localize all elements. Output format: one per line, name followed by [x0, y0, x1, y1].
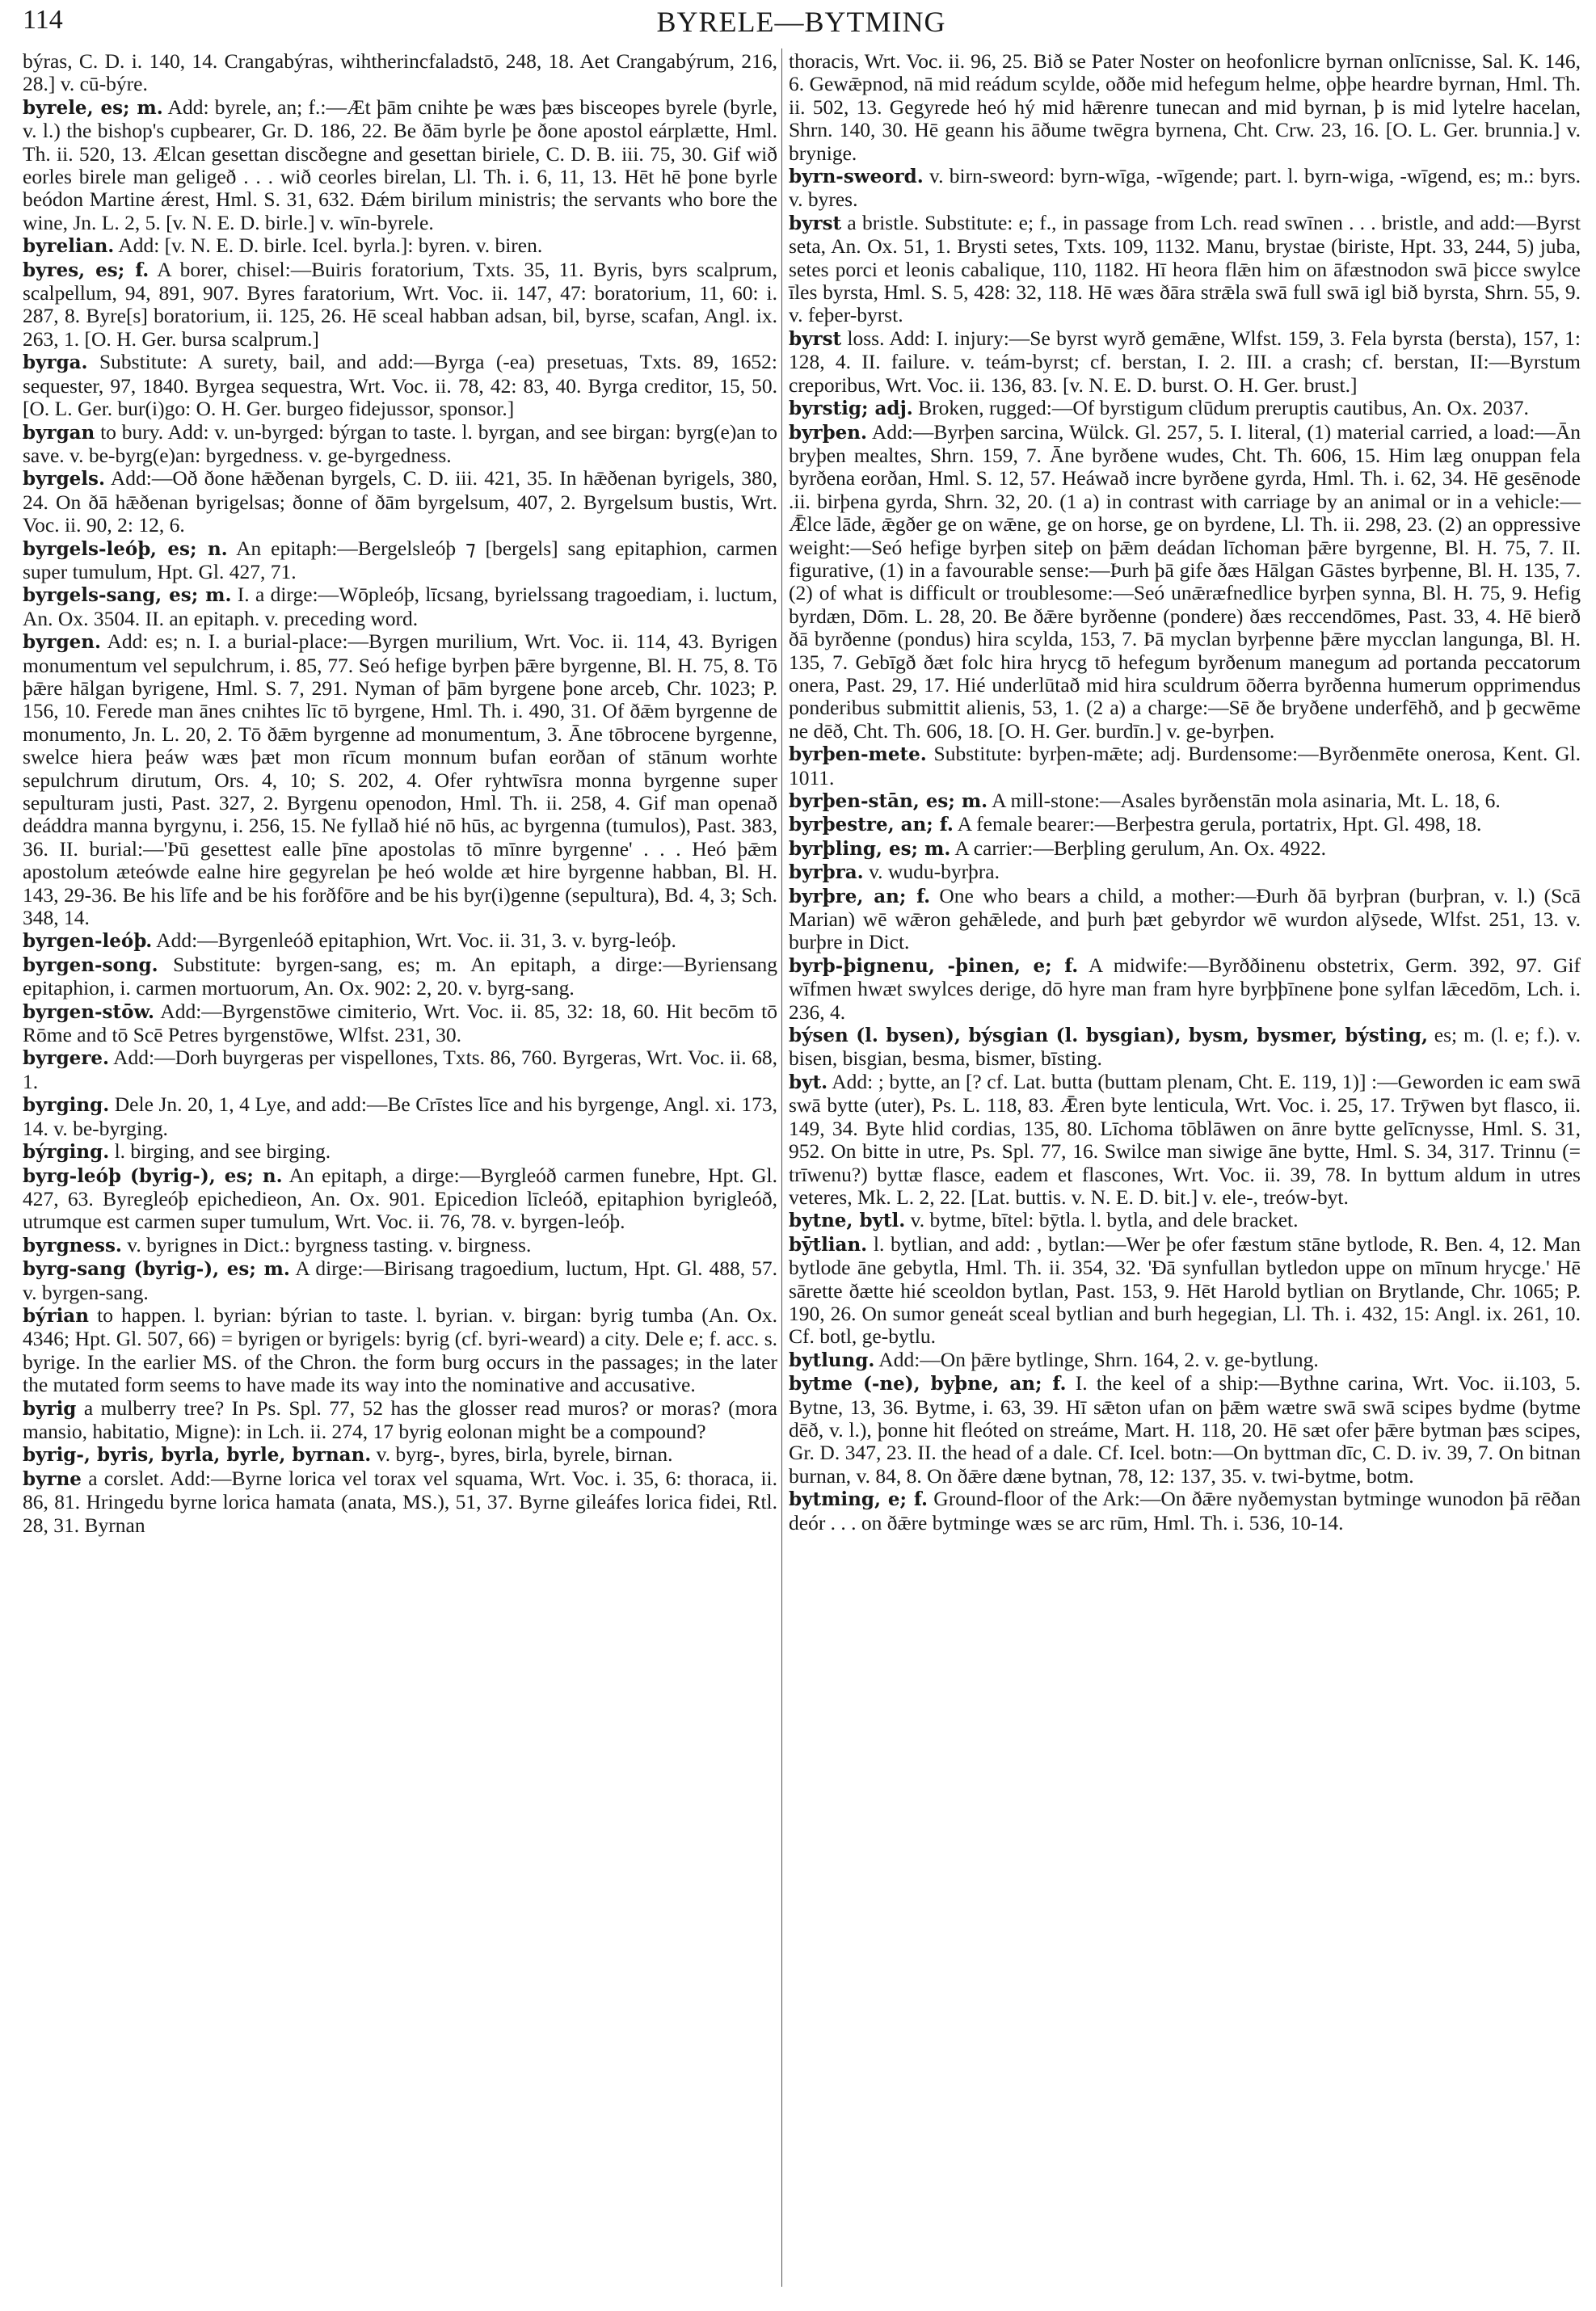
entry-headword: byrgels-leóþ, es; n.: [23, 537, 228, 560]
dictionary-entry: [789, 743, 1581, 789]
entry-text: a corslet. Add:—Byrne lorica vel torax vel squama, Wrt. Voc. i. 35, 6: thoraca, ii. 86, 81. Hringedu byrne lorica hamata (anata, MS.), 51, 37. Byrne gileáfes lorica fidei, Rtl. 28, 31. Byrnan: [23, 1466, 777, 1537]
entry-headword: bȳtlian.: [789, 1233, 868, 1256]
entry-headword: byrne: [23, 1467, 82, 1490]
entry-text: loss. Add: I. injury:—Se byrst wyrð gemǣne, Wlfst. 159, 3. Fela byrsta (bersta), 157, 1: 128, 4. II. failure. v. teám-byrst; cf. berstan, I. 2. III. a crash; cf. berstan, II:—Byrstum creporibus, Wrt. Voc. ii. 136, 83. [v. N. E. D. burst. O. H. Ger. brust.]: [789, 326, 1581, 397]
dictionary-entry: [23, 1397, 777, 1444]
entry-text: Add: byrele, an; f.:—Æt þām cnihte þe wæs þæs bisceopes byrele (byrle, v. l.) the bishop's cupbearer, Gr. D. 186, 22. Be ðām byrle þe ðone apostol eárplætte, Hml. Th. ii. 520, 13. Ælcan gesettan discðegne and gesettan biriele, C. D. B. iii. 75, 30. Gif wið eorles birele man geligeð . . . wið ceorles birelan, Ll. Th. i. 6, 11, 13. Hēt hē þone byrle beódon Martine ǽrest, Hml. S. 31, 632. Ðǽm birilum ministris; the servants who bore the wine, Jn. L. 2, 5. [v. N. E. D. birle.] v. wīn-byrele.: [23, 95, 777, 234]
dictionary-entry: [789, 421, 1581, 743]
dictionary-entry: [23, 537, 777, 584]
dictionary-entry: [789, 397, 1581, 420]
entry-headword: byrþestre, an; f.: [789, 814, 954, 836]
dictionary-entry: [23, 1257, 777, 1304]
entry-text: Add:—On þǣre bytlinge, Shrn. 164, 2. v. ge-bytlung.: [874, 1347, 1319, 1371]
entry-headword: byrgan: [23, 421, 95, 444]
entry-headword: byrgere.: [23, 1047, 110, 1070]
entry-headword: byrging.: [23, 1094, 110, 1117]
entry-headword: byrg-sang (byrig-), es; m.: [23, 1258, 290, 1281]
entry-headword: byres, es; f.: [23, 259, 149, 281]
entry-text: a bristle. Substitute: e; f., in passage from Lch. read swīnen . . . bristle, and add:—Byrst seta, An. Ox. 51, 1. Brysti setes, Txts. 109, 1132. Manu, brystae (biriste, Hpt. 33, 244, 5) juba, setes porci et leonis cabalique, 110, 1182. Hī heora flǣn him on āfæstnodon swā þicce swylce īles byrsta, Hml. S. 5, 428: 32, 118. Hē wæs ðāra strǣla swā full swā igl bið byrsta, Shrn. 55, 9. v. feþer-byrst.: [789, 210, 1581, 327]
dictionary-entry: [789, 1209, 1581, 1232]
column-divider: [781, 48, 782, 2287]
entry-text: A female bearer:—Berþestra gerula, portatrix, Hpt. Gl. 498, 18.: [953, 812, 1482, 836]
entry-headword: byrig-, byris, byrla, byrle, byrnan.: [23, 1444, 372, 1467]
dictionary-entry: [23, 583, 777, 630]
right-column: [789, 50, 1581, 1534]
entry-headword: byrst: [789, 327, 842, 350]
dictionary-entry: [789, 212, 1581, 327]
dictionary-entry: [789, 1488, 1581, 1534]
entry-text: Broken, rugged:—Of byrstigum clūdum preruptis cautibus, An. Ox. 2037.: [912, 396, 1529, 420]
entry-text: An epitaph:—Bergelsleóþ ⁊ [bergels] sang epitaphion, carmen super tumulum, Hpt. Gl. 427, 71.: [23, 536, 777, 583]
entry-text: v. byrg-, byres, birla, byrele, birnan.: [371, 1442, 673, 1467]
entry-headword: byrg-leóþ (byrig-), es; n.: [23, 1164, 283, 1187]
entry-text: An epitaph, a dirge:—Byrgleóð carmen funebre, Hpt. Gl. 427, 63. Byregleóþ epichedieon, An. Ox. 901. Epicedion līcleóð, epitaphion byrigleóð, utrumque est carmen super tumulum, Wrt. Voc. ii. 76, 78. v. byrgen-leóþ.: [23, 1163, 777, 1234]
dictionary-entry: [789, 813, 1581, 836]
dictionary-entry: [23, 1234, 777, 1257]
page-header: [23, 5, 1580, 44]
entry-text: Substitute: byrgen-sang, es; m. An epitaph, a dirge:—Byriensang epitaphion, i. carmen mortuorum, An. Ox. 902: 2, 20. v. byrg-sang.: [23, 952, 777, 1000]
entry-text: Add:—Dorh buyrgeras per vispellones, Txts. 86, 760. Byrgeras, Wrt. Voc. ii. 68, 1.: [23, 1046, 777, 1093]
entry-text: v. byrignes in Dict.: byrgness tasting. v. birgness.: [121, 1232, 532, 1257]
dictionary-entry: [23, 50, 777, 96]
dictionary-entry: [789, 861, 1581, 884]
dictionary-entry: [23, 1164, 777, 1234]
entry-text: v. wudu-byrþra.: [863, 860, 1000, 884]
entry-headword: bytne, bytl.: [789, 1210, 906, 1232]
dictionary-entry: [789, 1372, 1581, 1488]
entry-text: v. bytme, bītel: bȳtla. l. bytla, and dele bracket.: [905, 1208, 1299, 1232]
dictionary-entry: [23, 351, 777, 420]
entry-text: v. birn-sweord: byrn-wīga, -wīgende; part. l. byrn-wiga, -wīgend, es; m.: byrs. v. byres.: [789, 164, 1581, 212]
dictionary-entry: [23, 96, 777, 234]
entry-text: Add: ; bytte, an [? cf. Lat. butta (buttam plenam, Cht. E. 119, 1)] :—Geworden ic eam swā swā bytte (uter), Ps. L. 118, 83. Ǣren byte lenticula, Wrt. Voc. i. 25, 17. Trȳwen byt flasco, ii. 149, 34. Byte hlid cordias, 135, 80. Līchoma tōblāwen on ānre bytte gelīcnysse, Hml. S. 31, 952. On bitte in utre, Ps. Spl. 77, 16. Swilce man siwige āne bytte, Hml. S. 34, 317. Trinnu (= trīwenu?) byttæ flasce, eadem et flascones, Wrt. Voc. ii. 39, 78. In byttum aldum in utres veteres, Mk. L. 2, 22. [Lat. buttis. v. N. E. D. bit.] v. ele-, treów-byt.: [789, 1069, 1581, 1209]
entry-headword: byrele, es; m.: [23, 96, 163, 119]
entry-headword: byrst: [789, 212, 842, 234]
dictionary-entry: [23, 929, 777, 953]
entry-text: to happen. l. byrian: býrian to taste. l. byrian. v. birgan: byrig tumba (An. Ox. 4346; Hpt. Gl. 507, 66) = byrigen or byrigels: byrig (cf. byri-weard) a city. Dele e; f. acc. s. byrige. In the earlier MS. of the Chron. the form burg occurs in the passages; in the later the mutated form seems to have made its way into the nominative and accusative.: [23, 1303, 777, 1397]
dictionary-entry: [23, 953, 777, 1000]
entry-headword: byrgels-sang, es; m.: [23, 584, 232, 607]
entry-headword: byrgen-song.: [23, 953, 158, 976]
entry-text: I. a dirge:—Wōpleóþ, līcsang, byrielssang tragoediam, i. luctum, An. Ox. 3504. II. an epitaph. v. preceding word.: [23, 583, 778, 630]
entry-text: Add:—Byrþen sarcina, Wülck. Gl. 257, 5. I. literal, (1) material carried, a load:—Ān bryþen mealtes, Shrn. 159, 7. Āne byrðene wudes, Cht. Th. 606, 15. Him læg onuppan fela byrðena eorðan, Hml. S. 12, 57. Heáwað incre byrðene gyrda, Hml. Th. i. 62, 34. Hē gesēnode .ii. birþena gyrda, Shrn. 32, 20. (1 a) in contrast with carriage by an animal or in a vehicle:—Ǣlce lāde, ǣgðer ge on wǣne, ge on horse, ge on byrdene, Ll. Th. ii. 298, 23. (2) an oppressive weight:—Seó hefige byrþen siteþ on þǣm deádan līchoman þǣre byrgenne, Bl. H. 75, 7. II. figurative, (1) in a favourable sense:—Þurh þā gife ðæs Hālgan Gāstes byrþenne, Bl. H. 135, 7. (2) of what is difficult or troublesome:—Seó unǣræfnedlice byrþen synna, Bl. H. 75, 9. Hefig byrdæn, Dōm. L. 28, 20. Be ðǣre byrðenne (pondere) ðæs reccendōmes, Past. 33, 4. Hē bierð ðā byrðenne (pondus) hira scylda, 153, 7. Þā myclan byrþenne þǣre mycclan langunga, Bl. H. 135, 7. Gebīgð ðæt folc hira hrycg tō hefegum byrðenum manegum ad portanda peccatorum onera, Past. 29, 17. Hié underlūtað mid hira sculdrum ōðerra byrðenna humerum opprimendus ponderibus submittit alienis, 53, 1. (2 a) a charge:—Sē ðe bryðene underfēhð, and þ gecwēme ne dēð, Cht. Th. 606, 18. [O. H. Ger. burdīn.] v. ge-byrþen.: [789, 419, 1581, 743]
entry-headword: bytlung.: [789, 1349, 875, 1371]
entry-headword: byrn-sweord.: [789, 166, 924, 188]
entry-text: a mulberry tree? In Ps. Spl. 77, 52 has the glosser read muros? or moras? (mora mansio, habitatio, Migne): in Lch. ii. 274, 17 byrig eolonan might be a compound?: [23, 1395, 777, 1443]
dictionary-entry: [789, 1349, 1581, 1372]
dictionary-entry: [789, 1233, 1581, 1349]
entry-text: l. birging, and see birging.: [109, 1139, 331, 1164]
dictionary-entry: [23, 630, 777, 929]
entry-text: Substitute: A surety, bail, and add:—Byrga (-ea) presetuas, Txts. 89, 1652: sequester, 97, 1840. Byrgea sequestra, Wrt. Voc. ii. 78, 42: 83, 40. Byrga creditor, 15, 50. [O. L. Ger. bur(i)go: O. H. Ger. burgeo fidejussor, sponsor.]: [23, 350, 777, 421]
dictionary-entry: [23, 1467, 777, 1537]
dictionary-entry: [789, 50, 1581, 165]
entry-headword: byrþen-mete.: [789, 743, 927, 766]
entry-headword: byrgels.: [23, 468, 105, 490]
entry-headword: býrian: [23, 1304, 89, 1327]
dictionary-entry: [789, 327, 1581, 397]
dictionary-entry: [789, 954, 1581, 1024]
dictionary-entry: [789, 885, 1581, 954]
entry-headword: byrstig; adj.: [789, 398, 913, 420]
entry-headword: byrgen-stōw.: [23, 1000, 154, 1023]
dictionary-entry: [23, 1140, 777, 1164]
entry-headword: byrþen.: [789, 421, 868, 444]
entry-text: Substitute: byrþen-mǣte; adj. Burdensome:—Byrðenmēte onerosa, Kent. Gl. 1011.: [789, 742, 1581, 789]
entry-headword: byrelian.: [23, 235, 115, 258]
entry-text: Add: [v. N. E. D. birle. Icel. byrla.]: byren. v. biren.: [114, 234, 543, 258]
entry-text: A carrier:—Berþling gerulum, An. Ox. 4922.: [950, 836, 1326, 860]
entry-text: to bury. Add: v. un-byrged: býrgan to taste. l. byrgan, and see birgan: byrg(e)an to save. v. be-byrg(e)an: byrgedness. v. ge-byrgedness.: [23, 419, 777, 467]
entry-headword: byrgen.: [23, 631, 102, 654]
dictionary-entry: [23, 1000, 777, 1047]
dictionary-entry: [23, 467, 777, 537]
entry-text: A dirge:—Birisang tragoedium, luctum, Hpt. Gl. 488, 57. v. byrgen-sang.: [23, 1257, 777, 1304]
dictionary-entry: [789, 1024, 1581, 1071]
entry-headword: byrga.: [23, 351, 88, 374]
entry-headword: bytming, e; f.: [789, 1488, 929, 1511]
page-title: BYRELE—BYTMING: [656, 6, 946, 38]
dictionary-entry: [23, 421, 777, 468]
entry-headword: byrgen-leóþ.: [23, 930, 153, 953]
dictionary-entry: [789, 789, 1581, 813]
dictionary-entry: [789, 1071, 1581, 1209]
entry-headword: byrig: [23, 1397, 77, 1420]
entry-text: Add:—Oð ðone hǣðenan byrgels, C. D. iii. 421, 35. In hǣðenan byrigels, 380, 24. On ðā hǣðenan byrigelsas; ðonne of ðām byrgelsum, 407, 2. Byrgelsum bustis, Wrt. Voc. ii. 90, 2: 12, 6.: [23, 466, 777, 537]
entry-text: A midwife:—Byrððinenu obstetrix, Germ. 392, 97. Gif wīfmen hwæt swylces derige, dō hyre man fram hyre byrþþīnene þone sylfan lǣcedōm, Lch. i. 236, 4.: [789, 953, 1581, 1024]
entry-headword: byrþre, an; f.: [789, 885, 931, 907]
dictionary-entry: [23, 1093, 777, 1140]
left-column: [23, 50, 777, 1537]
entry-text: thoracis, Wrt. Voc. ii. 96, 25. Bið se Pater Noster on heofonlicre byrnan onlīcnisse, Sal. K. 146, 6. Gewǣpnod, nā mid reádum scylde, oððe mid hefegum helme, oþþe heardre byrnan, Hml. Th. ii. 502, 13. Gegyrede heó hý mid hǣrenre tunecan and mid byrnan, þ is mid lytelre hacelan, Shrn. 140, 30. Hē geann his āðume twēgra byrnena, Cht. Crw. 23, 16. [O. L. Ger. brunnia.] v. brynige.: [789, 49, 1581, 165]
dictionary-entry: [23, 1304, 777, 1397]
page-number: 114: [23, 5, 63, 35]
entry-headword: byt.: [789, 1071, 828, 1093]
dictionary-entry: [789, 837, 1581, 861]
entry-text: l. bytlian, and add: , bytlan:—Wer þe ofer fæstum stāne bytlode, R. Ben. 4, 12. Man bytlode āne gebytla, Hml. Th. ii. 354, 32. 'Ðā synfullan bytledon uppe on mīnum hrycge.' Hē sārette ðætte hié sceoldon bytlan, Past. 153, 9. Hēt Harold bytlian on Brytlande, Chr. 1065; P. 190, 26. On sumor geneát sceal bytlian and burh hegegian, Ll. Th. i. 432, 15: Angl. ix. 261, 10. Cf. botl, ge-bytlu.: [789, 1231, 1581, 1349]
entry-headword: byrþra.: [789, 861, 864, 884]
dictionary-entry: [789, 165, 1581, 212]
entry-headword: byrgness.: [23, 1234, 122, 1257]
entry-headword: bytme (-ne), byþne, an; f.: [789, 1373, 1067, 1395]
dictionary-entry: [23, 1046, 777, 1093]
entry-text: býras, C. D. i. 140, 14. Crangabýras, wihtherincfaladstō, 248, 18. Aet Crangabýrum, 216, 28.] v. cū-býre.: [23, 49, 777, 96]
entry-text: es; m. (l. e; f.). v. bisen, bisgian, besma, bismer, bīsting.: [789, 1023, 1581, 1071]
entry-text: Add: es; n. I. a burial-place:—Byrgen murilium, Wrt. Voc. ii. 114, 43. Byrigen monumentum vel sepulchrum, i. 85, 77. Seó hefige byrþen þǣre byrgenne, Bl. H. 75, 8. Tō þǣre hālgan byrigene, Hml. S. 7, 291. Nyman of þām byrgene þone arceb, Chr. 1023; P. 156, 10. Ferede man ānes cnihtes līc tō byrgene, Hml. Th. i. 490, 31. Of ðǣm byrgenne de monumento, Jn. L. 20, 2. Tō ðǣm byrgenne ad monumentum, 3. Āne tōbrocene byrgenne, swelce hiera þeáw wæs þæt mon rīcum monnum bufan eorðan of stānum worhte sepulchrum dirutum, Ors. 4, 10; S. 202, 4. Ofer ryhtwīsra monna byrgenne super sepulturam justi, Past. 327, 2. Byrgenu openodon, Hml. Th. ii. 258, 4. Gif man openað deáddra manna byrgynu, i. 256, 15. Ne fyllað hié nō hūs, ac byrgenna (tumulos), Past. 383, 36. II. burial:—'Þū gesettest ealle þīne apostolas tō mīnre byrgenne' . . . Heó þǣm apostolum ætеówde ealne hire gegyrelan þe heó wolde æt hire byrgenne habban, Bl. H. 143, 29-36. Be his līfe and be his forðfōre and be his byr(i)genne (sepultura), Bd. 4, 3; Sch. 348, 14.: [23, 629, 777, 930]
entry-headword: byrþ-þignenu, -þinen, e; f.: [789, 954, 1079, 977]
entry-text: Ground-floor of the Ark:—On ðǣre nyðemystan bytminge wunodon þā rēðan deór . . . on ðǣre bytminge wæs se arc rūm, Hml. Th. i. 536, 10-14.: [789, 1487, 1581, 1534]
entry-text: Dele Jn. 20, 1, 4 Lye, and add:—Be Crīstes līce and his byrgenge, Angl. xi. 173, 14. v. be-byrging.: [23, 1092, 777, 1140]
entry-headword: byrþling, es; m.: [789, 837, 951, 860]
dictionary-entry: [23, 259, 777, 351]
entry-text: Add:—Byrgenleóð epitaphion, Wrt. Voc. ii. 31, 3. v. byrg-leóþ.: [152, 928, 676, 953]
entry-text: Add:—Byrgenstōwe cimiterio, Wrt. Voc. ii. 85, 32: 18, 60. Hit becōm tō Rōme and tō Scē Petres byrgenstōwe, Wlfst. 231, 30.: [23, 999, 777, 1047]
entry-headword: býrging.: [23, 1141, 110, 1164]
entry-headword: byrþen-stān, es; m.: [789, 790, 988, 812]
entry-text: A borer, chisel:—Buiris foratorium, Txts. 35, 11. Byris, byrs scalprum, scalpellum, 94, 891, 907. Byres faratorium, Wrt. Voc. ii. 147, 47: boratorium, 11, 60: i. 287, 8. Byre[s] boratorium, ii. 125, 26. Hē sceal habban adsan, bil, byrse, scafan, Angl. ix. 263, 1. [O. H. Ger. bursa scalprum.]: [23, 257, 777, 351]
entry-text: A mill-stone:—Asales byrðenstān mola asinaria, Mt. L. 18, 6.: [987, 789, 1501, 812]
dictionary-entry: [23, 1443, 777, 1467]
dictionary-entry: [23, 234, 777, 258]
entry-headword: býsen (l. bysen), býsgian (l. bysgian), bysm, bysmer, býsting,: [789, 1025, 1428, 1047]
entry-text: I. the keel of a ship:—Bythne carina, Wrt. Voc. ii.103, 5. Bytne, 13, 36. Bytme, i. 63, 39. Hī sǣton ufan on þǣm wætre swā swā scipes bydme (bytme dēð, v. l.), þonne hit fleóted on streáme, Mart. H. 118, 20. Hē sæt ofer þǣre bytman þæs scipes, Gr. D. 347, 23. II. the head of a dale. Cf. Icel. botn:—On byttman dīc, C. D. iv. 39, 7. On bitnan burnan, v. 84, 8. On ðǣre dæne bytnan, 78, 12: 137, 35. v. twi-bytme, botm.: [789, 1371, 1581, 1488]
entry-text: One who bears a child, a mother:—Ðurh ðā byrþran (burþran, v. l.) (Scā Marian) wē wǣron gehǣlede, and þurh þæt gebyrdor wē wurdon alȳsede, Wlfst. 251, 13. v. burþre in Dict.: [789, 883, 1581, 954]
